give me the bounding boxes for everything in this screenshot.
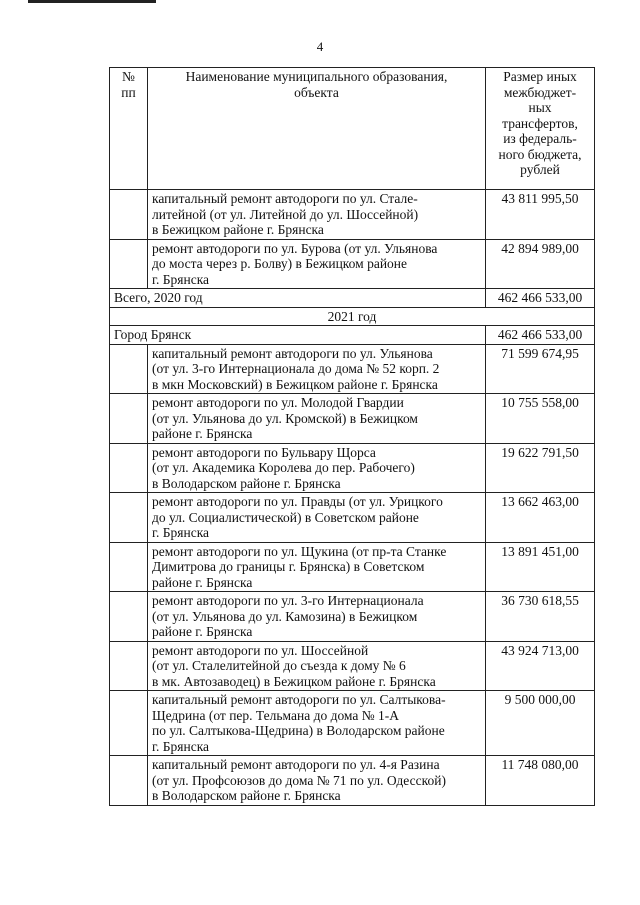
object-name-line: ремонт автодороги по ул. 3-го Интернационала: [152, 593, 424, 608]
object-name-line: ремонт автодороги по ул. Правды (от ул. Урицкого: [152, 494, 443, 509]
header-name-line: объекта: [294, 84, 339, 100]
row-number-cell: [110, 493, 148, 543]
row-number-cell: [110, 691, 148, 756]
object-name-line: ремонт автодороги по ул. Бурова (от ул. Ульянова: [152, 240, 438, 256]
year-2021-row: [110, 307, 595, 326]
transfer-amount: 36 730 618,55: [486, 592, 595, 642]
transfer-amount: 43 811 995,50: [486, 190, 595, 240]
header-number: [110, 68, 148, 190]
table-row: [110, 394, 595, 444]
total-2020-label: Всего, 2020 год: [110, 289, 486, 308]
object-name-line: литейной (от ул. Литейной до ул. Шоссейной): [152, 206, 419, 222]
transfer-amount: 13 662 463,00: [486, 493, 595, 543]
object-name-line: в мк. Автозаводец) в Бежицком районе г. Брянска: [152, 673, 436, 689]
rows-2020: [110, 190, 595, 289]
header-amount-line: ных: [528, 100, 552, 115]
object-name: [148, 344, 486, 394]
header-name-line: Наименование муниципального образования,: [185, 69, 448, 84]
object-name-line: (от ул. Академика Королева до пер. Рабочего): [152, 460, 415, 475]
object-name-line: (от ул. Профсоюзов до дома № 71 по ул. Одесской): [152, 772, 446, 788]
table-row: [110, 592, 595, 642]
object-name-line: до моста через р. Болву) в Бежицком районе: [152, 256, 408, 271]
object-name: [148, 691, 486, 756]
city-amount: 462 466 533,00: [486, 326, 595, 345]
object-name: [148, 394, 486, 444]
object-name-line: г. Брянска: [152, 525, 210, 540]
header-amount-line: межбюджет-: [503, 84, 577, 100]
object-name: [148, 542, 486, 592]
total-2020-amount: 462 466 533,00: [486, 289, 595, 308]
row-number-cell: [110, 190, 148, 240]
row-number-cell: [110, 394, 148, 444]
object-name-line: ремонт автодороги по Бульвару Щорса: [152, 444, 376, 460]
object-name-line: (от ул. Ульянова до ул. Камозина) в Бежицком: [152, 608, 418, 624]
object-name-line: районе г. Брянска: [152, 426, 253, 441]
header-number-line: №: [122, 69, 135, 84]
object-name-line: г. Брянска: [152, 738, 210, 754]
header-amount-line: ного бюджета,: [498, 146, 582, 162]
object-name: [148, 756, 486, 806]
transfer-amount: 43 924 713,00: [486, 641, 595, 691]
table-row: [110, 190, 595, 240]
row-number-cell: [110, 542, 148, 592]
year-2021-heading: 2021 год: [110, 307, 595, 326]
table-row: [110, 756, 595, 806]
transfer-amount: 19 622 791,50: [486, 443, 595, 493]
object-name-line: в Володарском районе г. Брянска: [152, 475, 341, 491]
transfer-amount: 13 891 451,00: [486, 542, 595, 592]
table-row: [110, 641, 595, 691]
object-name: [148, 592, 486, 642]
object-name-line: (от ул. Ульянова до ул. Кромской) в Бежицком: [152, 410, 418, 426]
row-number-cell: [110, 641, 148, 691]
object-name-line: в мкн Московский) в Бежицком районе г. Брянска: [152, 376, 438, 392]
city-row: [110, 326, 595, 345]
row-number-cell: [110, 756, 148, 806]
object-name-line: г. Брянска: [152, 271, 210, 287]
transfer-amount: 9 500 000,00: [486, 691, 595, 756]
header-number-line: пп: [121, 84, 136, 100]
object-name: [148, 443, 486, 493]
table-row: [110, 691, 595, 756]
table-row: [110, 344, 595, 394]
object-name-line: ремонт автодороги по ул. Щукина (от пр-та Станке: [152, 543, 447, 559]
transfer-amount: 10 755 558,00: [486, 394, 595, 444]
object-name-line: районе г. Брянска: [152, 624, 253, 639]
table-row: [110, 542, 595, 592]
total-2020-row: [110, 289, 595, 308]
header-name: [148, 68, 486, 190]
object-name-line: (от ул. 3-го Интернационала до дома № 52 корп. 2: [152, 361, 440, 376]
table-row: [110, 239, 595, 289]
object-name-line: (от ул. Сталелитейной до съезда к дому № 6: [152, 658, 406, 673]
object-name-line: ремонт автодороги по ул. Шоссейной: [152, 642, 369, 658]
table-header-row: [110, 68, 595, 190]
row-number-cell: [110, 592, 148, 642]
rows-2021: [110, 344, 595, 805]
object-name-line: в Бежицком районе г. Брянска: [152, 222, 324, 237]
row-number-cell: [110, 443, 148, 493]
top-rule: [28, 0, 156, 3]
object-name-line: капитальный ремонт автодороги по ул. Ульянова: [152, 345, 433, 361]
transfer-amount: 11 748 080,00: [486, 756, 595, 806]
object-name-line: Димитрова до границы г. Брянска) в Советском: [152, 559, 425, 574]
transfer-amount: 42 894 989,00: [486, 239, 595, 289]
page-number: 4: [316, 39, 324, 54]
object-name-line: капитальный ремонт автодороги по ул. Салтыкова-: [152, 692, 446, 707]
object-name-line: капитальный ремонт автодороги по ул. Стале-: [152, 191, 418, 206]
object-name: [148, 493, 486, 543]
summary-rows: [110, 289, 595, 345]
header-amount-line: Размер иных: [503, 69, 577, 84]
object-name-line: ремонт автодороги по ул. Молодой Гвардии: [152, 395, 404, 410]
transfer-amount: 71 599 674,95: [486, 344, 595, 394]
city-label: Город Брянск: [110, 326, 486, 345]
row-number-cell: [110, 344, 148, 394]
object-name-line: районе г. Брянска: [152, 574, 253, 590]
row-number-cell: [110, 239, 148, 289]
object-name: [148, 239, 486, 289]
header-amount-line: трансфертов,: [502, 115, 578, 131]
object-name-line: в Володарском районе г. Брянска: [152, 788, 341, 803]
header-amount-line: рублей: [520, 162, 560, 177]
object-name-line: по ул. Салтыкова-Щедрина) в Володарском районе: [152, 723, 445, 738]
header-amount: [486, 68, 595, 190]
object-name-line: до ул. Социалистической) в Советском районе: [152, 509, 419, 525]
object-name: [148, 190, 486, 240]
table-row: [110, 443, 595, 493]
object-name-line: Щедрина (от пер. Тельмана до дома № 1-А: [152, 707, 400, 723]
object-name-line: капитальный ремонт автодороги по ул. 4-я Разина: [152, 757, 440, 772]
table-row: [110, 493, 595, 543]
object-name: [148, 641, 486, 691]
transfers-table: [109, 67, 595, 806]
header-amount-line: из федераль-: [503, 131, 577, 146]
